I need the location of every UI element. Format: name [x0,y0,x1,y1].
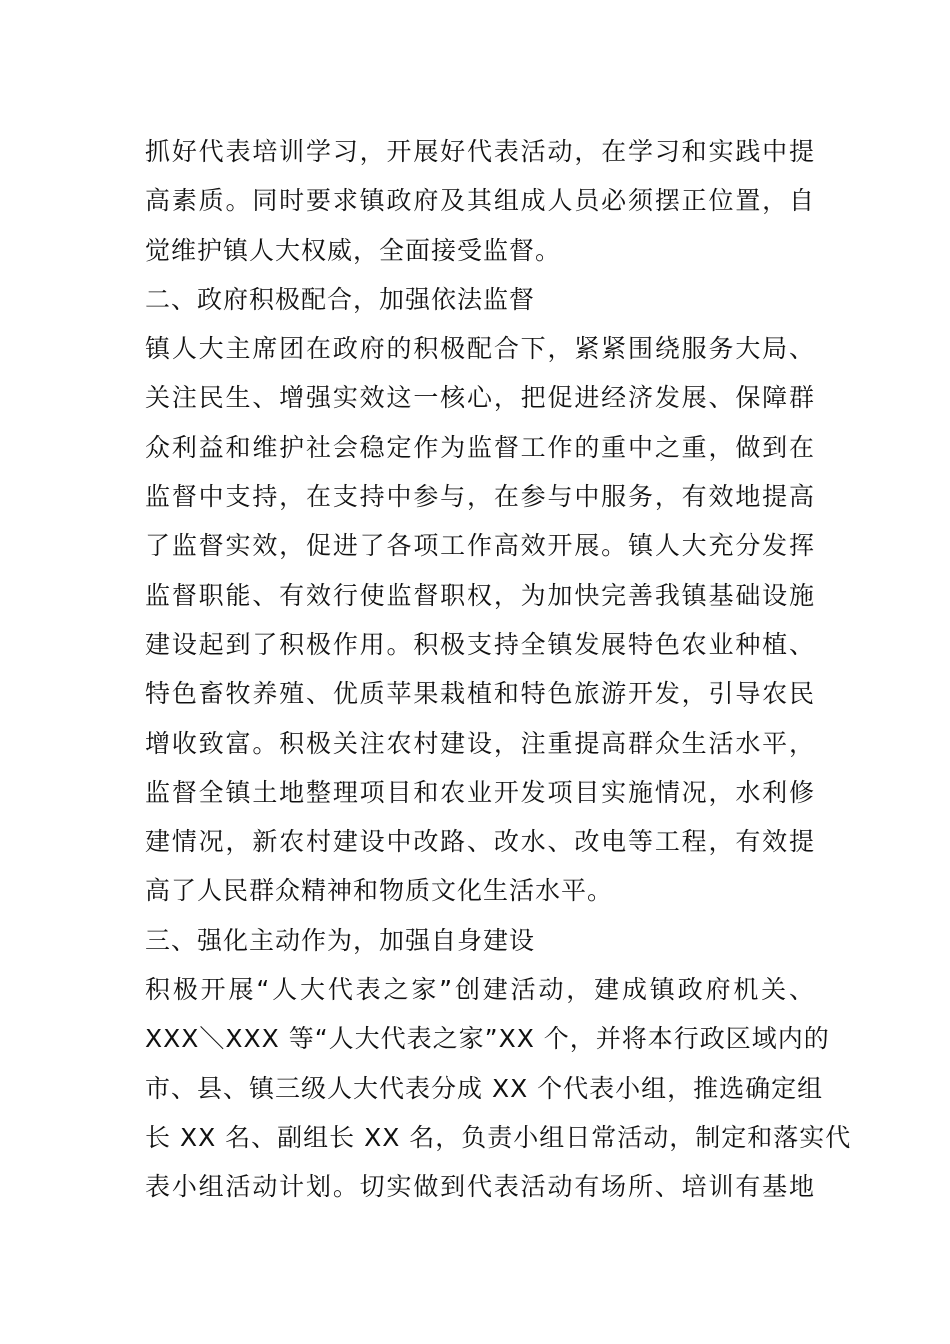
text-line: 增收致富。积极关注农村建设，注重提高群众生活水平， [145,728,815,758]
section-heading: 三、强化主动作为，加强自身建设 [145,925,536,955]
text-line: 高了人民群众精神和物质文化生活水平。 [145,876,614,906]
text-line: XXX＼XXX 等“人大代表之家”XX 个，并将本行政区域内的 [145,1024,830,1054]
text-line: 关注民生、增强实效这一核心，把促进经济发展、保障群 [145,383,815,413]
text-line: 众利益和维护社会稳定作为监督工作的重中之重，做到在 [145,432,815,462]
text-line: 镇人大主席团在政府的积极配合下，紧紧围绕服务大局、 [145,334,815,364]
text-line: 高素质。同时要求镇政府及其组成人员必须摆正位置，自 [145,186,815,216]
text-line: 建设起到了积极作用。积极支持全镇发展特色农业种植、 [145,629,815,659]
text-line: 表小组活动计划。切实做到代表活动有场所、培训有基地 [145,1172,815,1202]
text-line: 积极开展“人大代表之家”创建活动，建成镇政府机关、 [145,975,815,1005]
text-line: 觉维护镇人大权威，全面接受监督。 [145,235,562,265]
text-line: 监督职能、有效行使监督职权，为加快完善我镇基础设施 [145,580,815,610]
text-line: 建情况，新农村建设中改路、改水、改电等工程，有效提 [145,827,815,857]
text-line: 市、县、镇三级人大代表分成 XX 个代表小组，推选确定组 [145,1073,824,1103]
text-line: 特色畜牧养殖、优质苹果栽植和特色旅游开发，引导农民 [145,679,815,709]
text-line: 长 XX 名、副组长 XX 名，负责小组日常活动，制定和落实代 [145,1122,852,1152]
text-line: 抓好代表培训学习，开展好代表活动，在学习和实践中提 [145,137,815,166]
document-body [145,127,852,1212]
section-heading: 二、政府积极配合，加强依法监督 [145,284,536,314]
text-line: 了监督实效，促进了各项工作高效开展。镇人大充分发挥 [145,531,815,561]
text-line: 监督全镇土地整理项目和农业开发项目实施情况，水利修 [145,777,815,807]
text-line: 监督中支持，在支持中参与，在参与中服务，有效地提高 [145,482,815,512]
